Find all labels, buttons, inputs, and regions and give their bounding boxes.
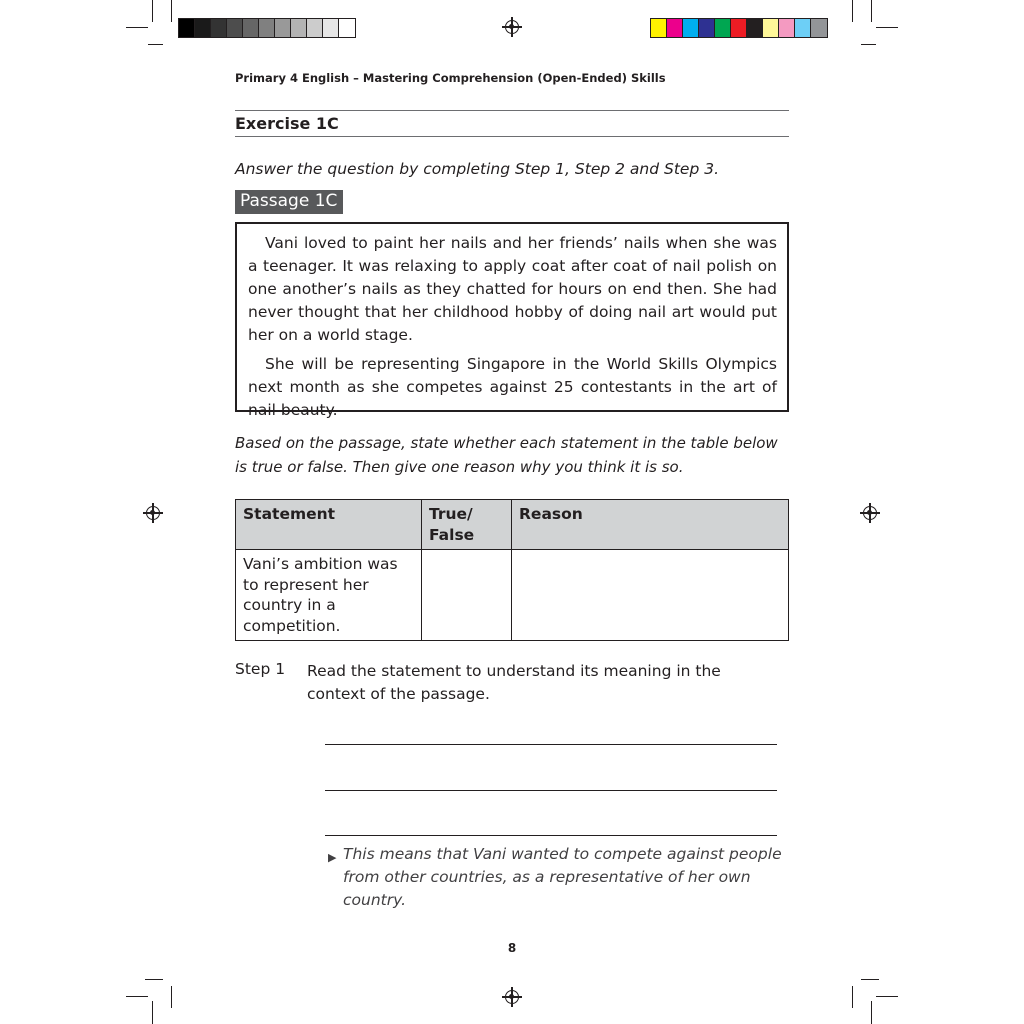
calibration-swatch: [699, 19, 715, 37]
reason-answer-cell[interactable]: [512, 550, 789, 641]
page-number: 8: [507, 941, 517, 955]
passage-paragraph: She will be representing Singapore in the World Skills Olympics next month as she competes against 25 contestants in the art of nail beauty.: [248, 355, 777, 419]
passage-paragraph: Vani loved to paint her nails and her friends’ nails when she was a teenager. It was relaxing to apply coat after coat of nail polish on one another’s nails as they chatted for hours on end then. She had never thought that her childhood hobby of doing nail art would put her on a world stage.: [248, 234, 777, 344]
table-header-row: [236, 500, 789, 550]
calibration-swatch: [307, 19, 323, 37]
crop-mark: [861, 979, 879, 980]
exercise-title: Exercise 1C: [235, 114, 339, 133]
calibration-swatch: [779, 19, 795, 37]
color-calibration-bar: [650, 18, 828, 38]
calibration-swatch: [795, 19, 811, 37]
statement-cell: Vani’s ambition was to represent her country in a competition.: [236, 550, 422, 641]
calibration-swatch: [243, 19, 259, 37]
calibration-swatch: [259, 19, 275, 37]
crop-mark: [861, 44, 876, 45]
crop-mark: [145, 979, 163, 980]
answer-line[interactable]: [325, 835, 777, 836]
hint-text: This means that Vani wanted to compete against people from other countries, as a representative of her own country.: [343, 845, 782, 909]
calibration-swatch: [323, 19, 339, 37]
question-instruction: Based on the passage, state whether each statement in the table below is true or false. Then give one reason why you think it is so.: [235, 434, 778, 476]
running-header: Primary 4 English – Mastering Comprehension (Open-Ended) Skills: [235, 71, 666, 85]
title-rule: [235, 136, 789, 137]
exercise-instruction: Answer the question by completing Step 1, Step 2 and Step 3.: [235, 160, 720, 178]
crop-mark: [152, 0, 153, 22]
step-1-hint: [328, 843, 788, 912]
calibration-swatch: [811, 19, 827, 37]
registration-mark-left: [146, 506, 160, 520]
true-false-header-text: True/ False: [429, 505, 475, 544]
column-header-reason: Reason: [512, 500, 789, 550]
crop-mark: [126, 996, 148, 997]
calibration-swatch: [195, 19, 211, 37]
calibration-swatch: [179, 19, 195, 37]
passage-box: [235, 222, 789, 419]
crop-mark: [871, 1001, 872, 1024]
calibration-swatch: [291, 19, 307, 37]
calibration-swatch: [211, 19, 227, 37]
registration-mark-top: [505, 20, 519, 34]
calibration-swatch: [747, 19, 763, 37]
calibration-swatch: [731, 19, 747, 37]
header-rule: [235, 110, 789, 111]
registration-mark-bottom: [505, 990, 519, 1004]
registration-mark-right: [863, 506, 877, 520]
calibration-swatch: [275, 19, 291, 37]
crop-mark: [876, 996, 898, 997]
calibration-swatch: [667, 19, 683, 37]
crop-mark: [171, 986, 172, 1008]
calibration-swatch: [339, 19, 355, 37]
crop-mark: [871, 0, 872, 22]
crop-mark: [852, 986, 853, 1008]
answer-line[interactable]: [325, 744, 777, 745]
crop-mark: [171, 0, 172, 22]
calibration-swatch: [227, 19, 243, 37]
answer-line[interactable]: [325, 790, 777, 791]
true-false-answer-cell[interactable]: [422, 550, 512, 641]
step-1-text: Read the statement to understand its meaning in the context of the passage.: [307, 662, 721, 703]
crop-mark: [152, 1001, 153, 1024]
calibration-swatch: [651, 19, 667, 37]
table-row: [236, 550, 789, 641]
calibration-swatch: [715, 19, 731, 37]
calibration-swatch: [763, 19, 779, 37]
column-header-statement: Statement: [236, 500, 422, 550]
crop-mark: [126, 27, 148, 28]
statement-table: [235, 499, 789, 641]
crop-mark: [876, 27, 898, 28]
crop-mark: [852, 0, 853, 22]
grayscale-calibration-bar: [178, 18, 356, 38]
column-header-true-false: [422, 500, 512, 550]
passage-label: Passage 1C: [235, 190, 343, 214]
crop-mark: [148, 44, 163, 45]
triangle-bullet-icon: ▶: [328, 851, 337, 864]
step-1-label: Step 1: [235, 660, 286, 678]
calibration-swatch: [683, 19, 699, 37]
